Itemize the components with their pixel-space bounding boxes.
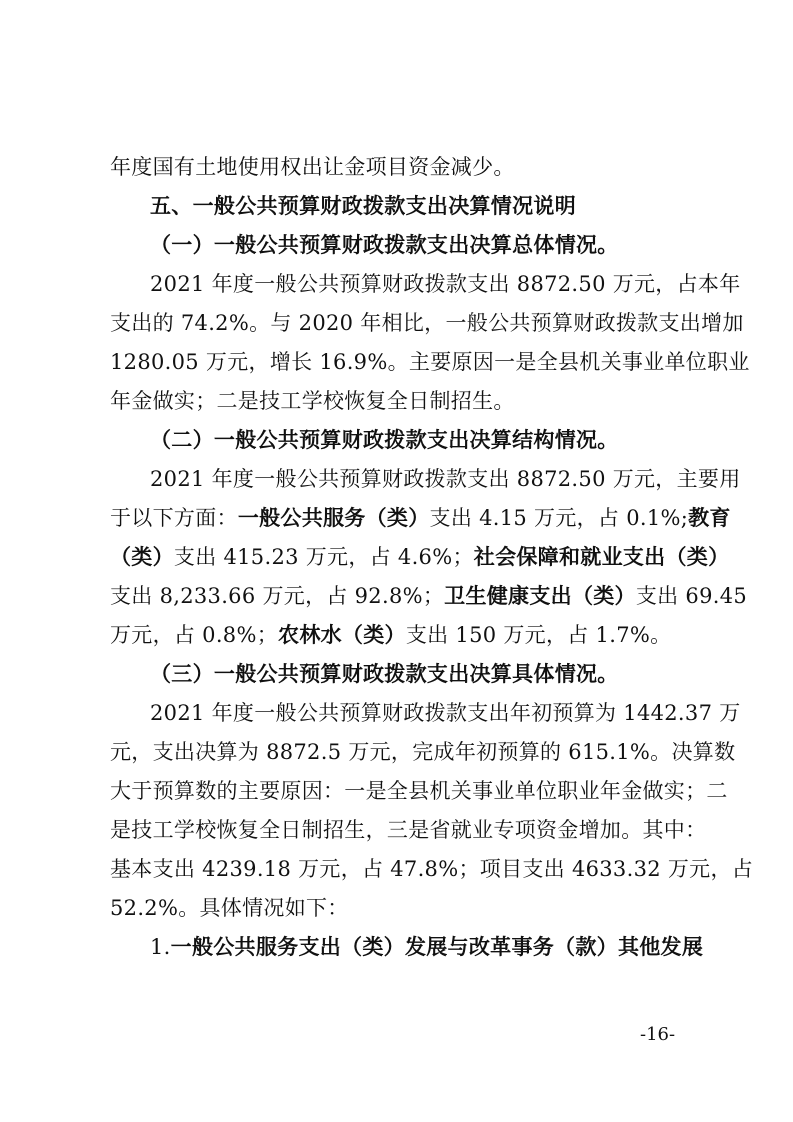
text-segment: （一）一般公共预算财政拨款支出决算总体情况。 [150,233,619,257]
text-segment: 2021 年度一般公共预算财政拨款支出 8872.50 万元，主要用 [150,467,741,491]
text-segment: 支出 415.23 万元，占 4.6%； [173,545,474,569]
text-line [150,927,704,967]
text-line [110,537,730,577]
text-segment: 1. [150,935,171,959]
text-line [110,498,731,538]
text-segment: 是技工学校恢复全日制招生，三是省就业专项资金增加。其中： [110,818,707,842]
text-line [150,420,690,460]
text-segment: 2021 年度一般公共预算财政拨款支出 8872.50 万元，占本年 [150,272,741,296]
text-segment: 农林水（类） [278,622,406,647]
text-segment: 教育 [688,505,731,530]
text-segment: 基本支出 4239.18 万元，占 47.8%；项目支出 4633.32 万元，占 [110,857,754,881]
text-line [150,693,741,733]
text-segment: 支出 4.15 万元，占 0.1%; [429,506,689,530]
text-segment: 支出 150 万元，占 1.7%。 [405,623,672,647]
text-segment: 一般公共服务（类） [237,505,430,530]
text-segment: 大于预算数的主要原因：一是全县机关事业单位职业年金做实；二 [110,779,728,803]
text-line [110,576,748,616]
text-line [110,303,744,343]
text-segment: （类） [110,544,174,569]
text-segment: 于以下方面： [110,506,238,530]
text-line [150,654,690,694]
text-line [110,381,690,421]
text-segment: 52.2%。具体情况如下： [110,896,349,920]
text-segment: 年金做实；二是技工学校恢复全日制招生。 [110,389,515,413]
text-line [110,810,707,850]
text-line [110,147,690,187]
text-segment: （三）一般公共预算财政拨款支出决算具体情况。 [150,662,619,686]
text-segment: 2021 年度一般公共预算财政拨款支出年初预算为 1442.37 万 [150,701,741,725]
text-line [110,849,754,889]
text-segment: 支出的 74.2%。与 2020 年相比，一般公共预算财政拨款支出增加 [110,311,744,335]
text-line [150,264,741,304]
text-line [110,615,690,655]
text-line [110,771,728,811]
text-segment: 卫生健康支出（类） [444,583,636,608]
text-segment: 年度国有土地使用权出让金项目资金减少。 [110,155,515,179]
text-segment: 一般公共服务支出（类）发展与改革事务（款）其他发展 [170,935,704,959]
text-segment: 社会保障和就业支出（类） [473,544,730,569]
text-segment: 元，支出决算为 8872.5 万元，完成年初预算的 615.1%。决算数 [110,740,736,764]
text-line [150,459,741,499]
text-segment: 五、一般公共预算财政拨款支出决算情况说明 [150,194,576,218]
text-line [150,186,690,226]
text-segment: 支出 8,233.66 万元，占 92.8%； [110,584,445,608]
text-segment: 支出 69.45 [635,584,748,608]
text-segment: 万元，占 0.8%； [110,623,279,647]
text-line [110,342,750,382]
text-line [150,225,690,265]
text-segment: 1280.05 万元，增长 16.9%。主要原因一是全县机关事业单位职业 [110,350,750,374]
page-number: -16- [640,1024,676,1045]
text-segment: （二）一般公共预算财政拨款支出决算结构情况。 [150,428,619,452]
text-line [110,888,690,928]
text-line [110,732,736,772]
